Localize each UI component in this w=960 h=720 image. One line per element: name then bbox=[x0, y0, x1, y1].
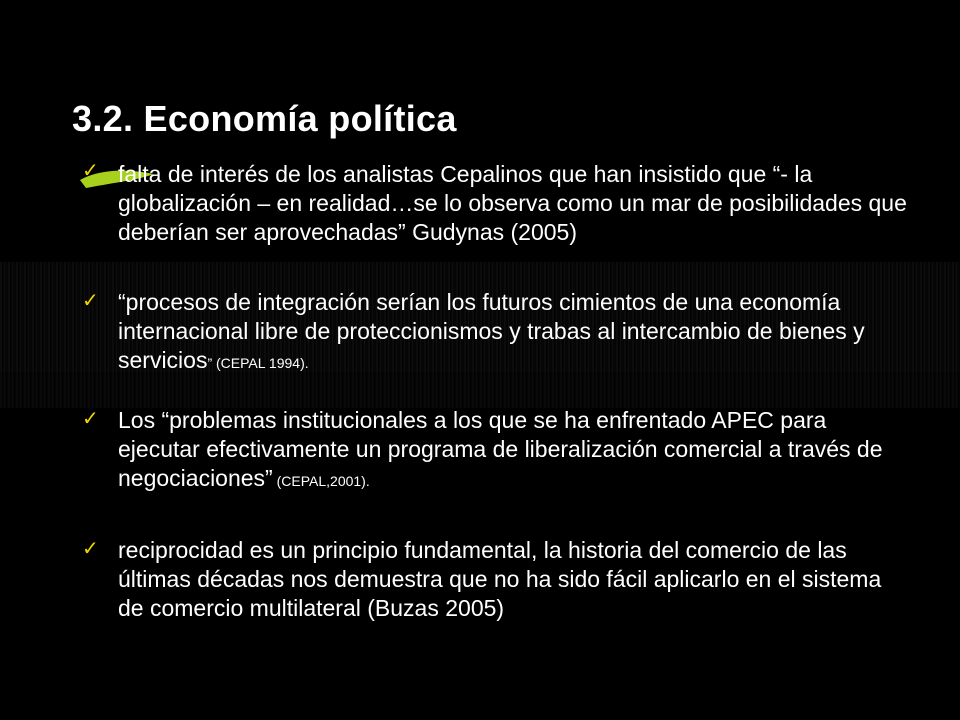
bullet-text: Los “problemas institucionales a los que se ha enfrentado APEC para ejecutar efectivamente un programa de liberalización comercial a través de negociaciones” bbox=[118, 407, 883, 491]
bullet-text: falta de interés de los analistas Cepalinos que han insistido que “- la globalización – en realidad…se lo observa como un mar de posibilidades que deberían ser aprovechadas” Gudynas (2005) bbox=[118, 161, 907, 245]
bullet-citation: (CEPAL,2001). bbox=[272, 473, 370, 489]
check-icon: ✓ bbox=[82, 408, 99, 430]
bullet-text: “procesos de integración serían los futuros cimientos de una economía internacional libre de proteccionismos y trabas al intercambio de bienes y servicios bbox=[118, 289, 865, 373]
check-icon: ✓ bbox=[82, 538, 99, 560]
bullet-text: reciprocidad es un principio fundamental, la historia del comercio de las últimas décadas nos demuestra que no ha sido fácil aplicarlo en el sistema de comercio multilateral (Buzas 2005) bbox=[118, 537, 882, 621]
slide-title: 3.2. Economía política bbox=[72, 98, 457, 139]
bullet-citation: ” (CEPAL 1994). bbox=[207, 355, 309, 371]
check-icon: ✓ bbox=[82, 290, 99, 312]
check-icon: ✓ bbox=[82, 160, 99, 182]
